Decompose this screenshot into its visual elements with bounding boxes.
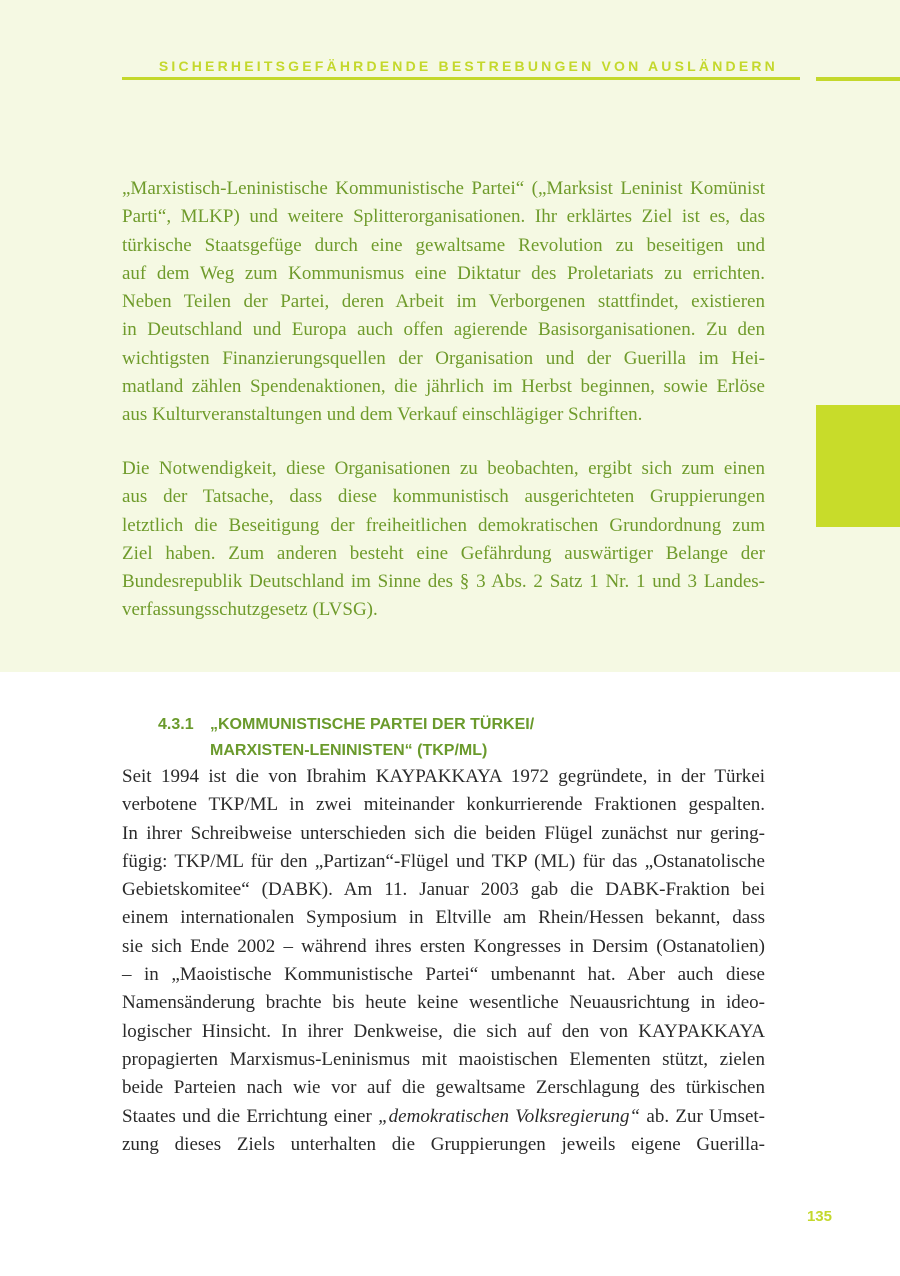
text-line: aus der Tatsache, dass diese kommunistisch ausgerichteten Gruppierungen [122,486,765,508]
text-line: logischer Hinsicht. In ihrer Denkweise, die sich auf den von KAYPAKKAYA [122,1020,765,1042]
header-rule [122,77,800,80]
text-line: Bundesrepublik Deutschland im Sinne des § 3 Abs. 2 Satz 1 Nr. 1 und 3 Landes- [122,571,765,593]
section-title-line-1: „KOMMUNISTISCHE PARTEI DER TÜRKEI/ [210,716,535,733]
running-header: SICHERHEITSGEFÄHRDENDE BESTREBUNGEN VON AUSLÄNDERN [158,58,778,74]
text-line: matland zählen Spendenaktionen, die jährlich im Herbst beginnen, sowie Erlöse [122,376,765,398]
text-line: Parti“, MLKP) und weitere Splitterorganisationen. Ihr erklärtes Ziel ist es, das [122,206,765,228]
box-paragraph-2 [122,455,765,625]
text-line: beide Parteien nach wie vor auf die gewaltsame Zerschlagung des türkischen [122,1077,765,1099]
text-line: Gebietskomitee“ (DABK). Am 11. Januar 2003 gab die DABK-Fraktion bei [122,879,765,901]
text-line: auf dem Weg zum Kommunismus eine Diktatur des Proletariats zu errichten. [122,262,765,284]
text-line: Namensänderung brachte bis heute keine wesentliche Neuausrichtung in ideo- [122,992,765,1014]
text-line: In ihrer Schreibweise unterschieden sich die beiden Flügel zunächst nur gering- [122,822,765,844]
body-paragraph [122,763,765,1159]
text-line: verfassungsschutzgesetz (LVSG). [122,599,378,621]
text-line: einem internationalen Symposium in Eltville am Rhein/Hessen bekannt, dass [122,907,765,929]
text-line: Seit 1994 ist die von Ibrahim KAYPAKKAYA 1972 gegründete, in der Türkei [122,766,765,787]
text-line: wichtigsten Finanzierungsquellen der Organisation und der Guerilla im Hei- [122,347,765,369]
body-line: Staates und die Errichtung einer „demokratischen Volksregierung“ ab. Zur Umset- [122,1105,765,1127]
italic-quote: „demokratischen Volksregierung“ [378,1105,641,1127]
text-line: Die Notwendigkeit, diese Organisationen zu beobachten, ergibt sich zum einen [122,458,765,479]
text-line: Ziel haben. Zum anderen besteht eine Gefährdung auswärtiger Belange der [122,542,765,564]
section-number: 4.3.1 [158,716,194,733]
header-rule-right [816,77,900,81]
text-line: aus Kulturveranstaltungen und dem Verkauf einschlägiger Schriften. [122,404,643,426]
text-line: fügig: TKP/ML für den „Partizan“-Flügel und TKP (ML) für das „Ostanatolische [122,850,765,872]
chapter-tab-marker [816,405,900,527]
section-heading [158,712,534,764]
text-line: verbotene TKP/ML in zwei miteinander konkurrierende Fraktionen gespalten. [122,794,765,816]
text-line: türkische Staatsgefüge durch eine gewaltsame Revolution zu beseitigen und [122,234,765,256]
text-line: propagierten Marxismus-Leninismus mit maoistischen Elementen stützt, zielen [122,1048,765,1070]
page-number: 135 [806,1208,832,1225]
text-line: sie sich Ende 2002 – während ihres ersten Kongresses in Dersim (Ostanatolien) [122,935,765,957]
text-line: Neben Teilen der Partei, deren Arbeit im Verborgenen stattfindet, existieren [122,291,765,313]
section-title-line-2: MARXISTEN-LENINISTEN“ (TKP/ML) [210,742,488,759]
text-line: „Marxistisch-Leninistische Kommunistische Partei“ („Marksist Leninist Komünist [122,178,765,199]
body-line: zung dieses Ziels unterhalten die Gruppierungen jeweils eigene Guerilla- [122,1133,765,1155]
box-paragraph-1 [122,175,765,430]
text-line: – in „Maoistische Kommunistische Partei“ umbenannt hat. Aber auch diese [122,964,765,986]
text-line: in Deutschland und Europa auch offen agierende Basisorganisationen. Zu den [122,319,765,341]
text-line: letztlich die Beseitigung der freiheitlichen demokratischen Grundordnung zum [122,514,765,536]
